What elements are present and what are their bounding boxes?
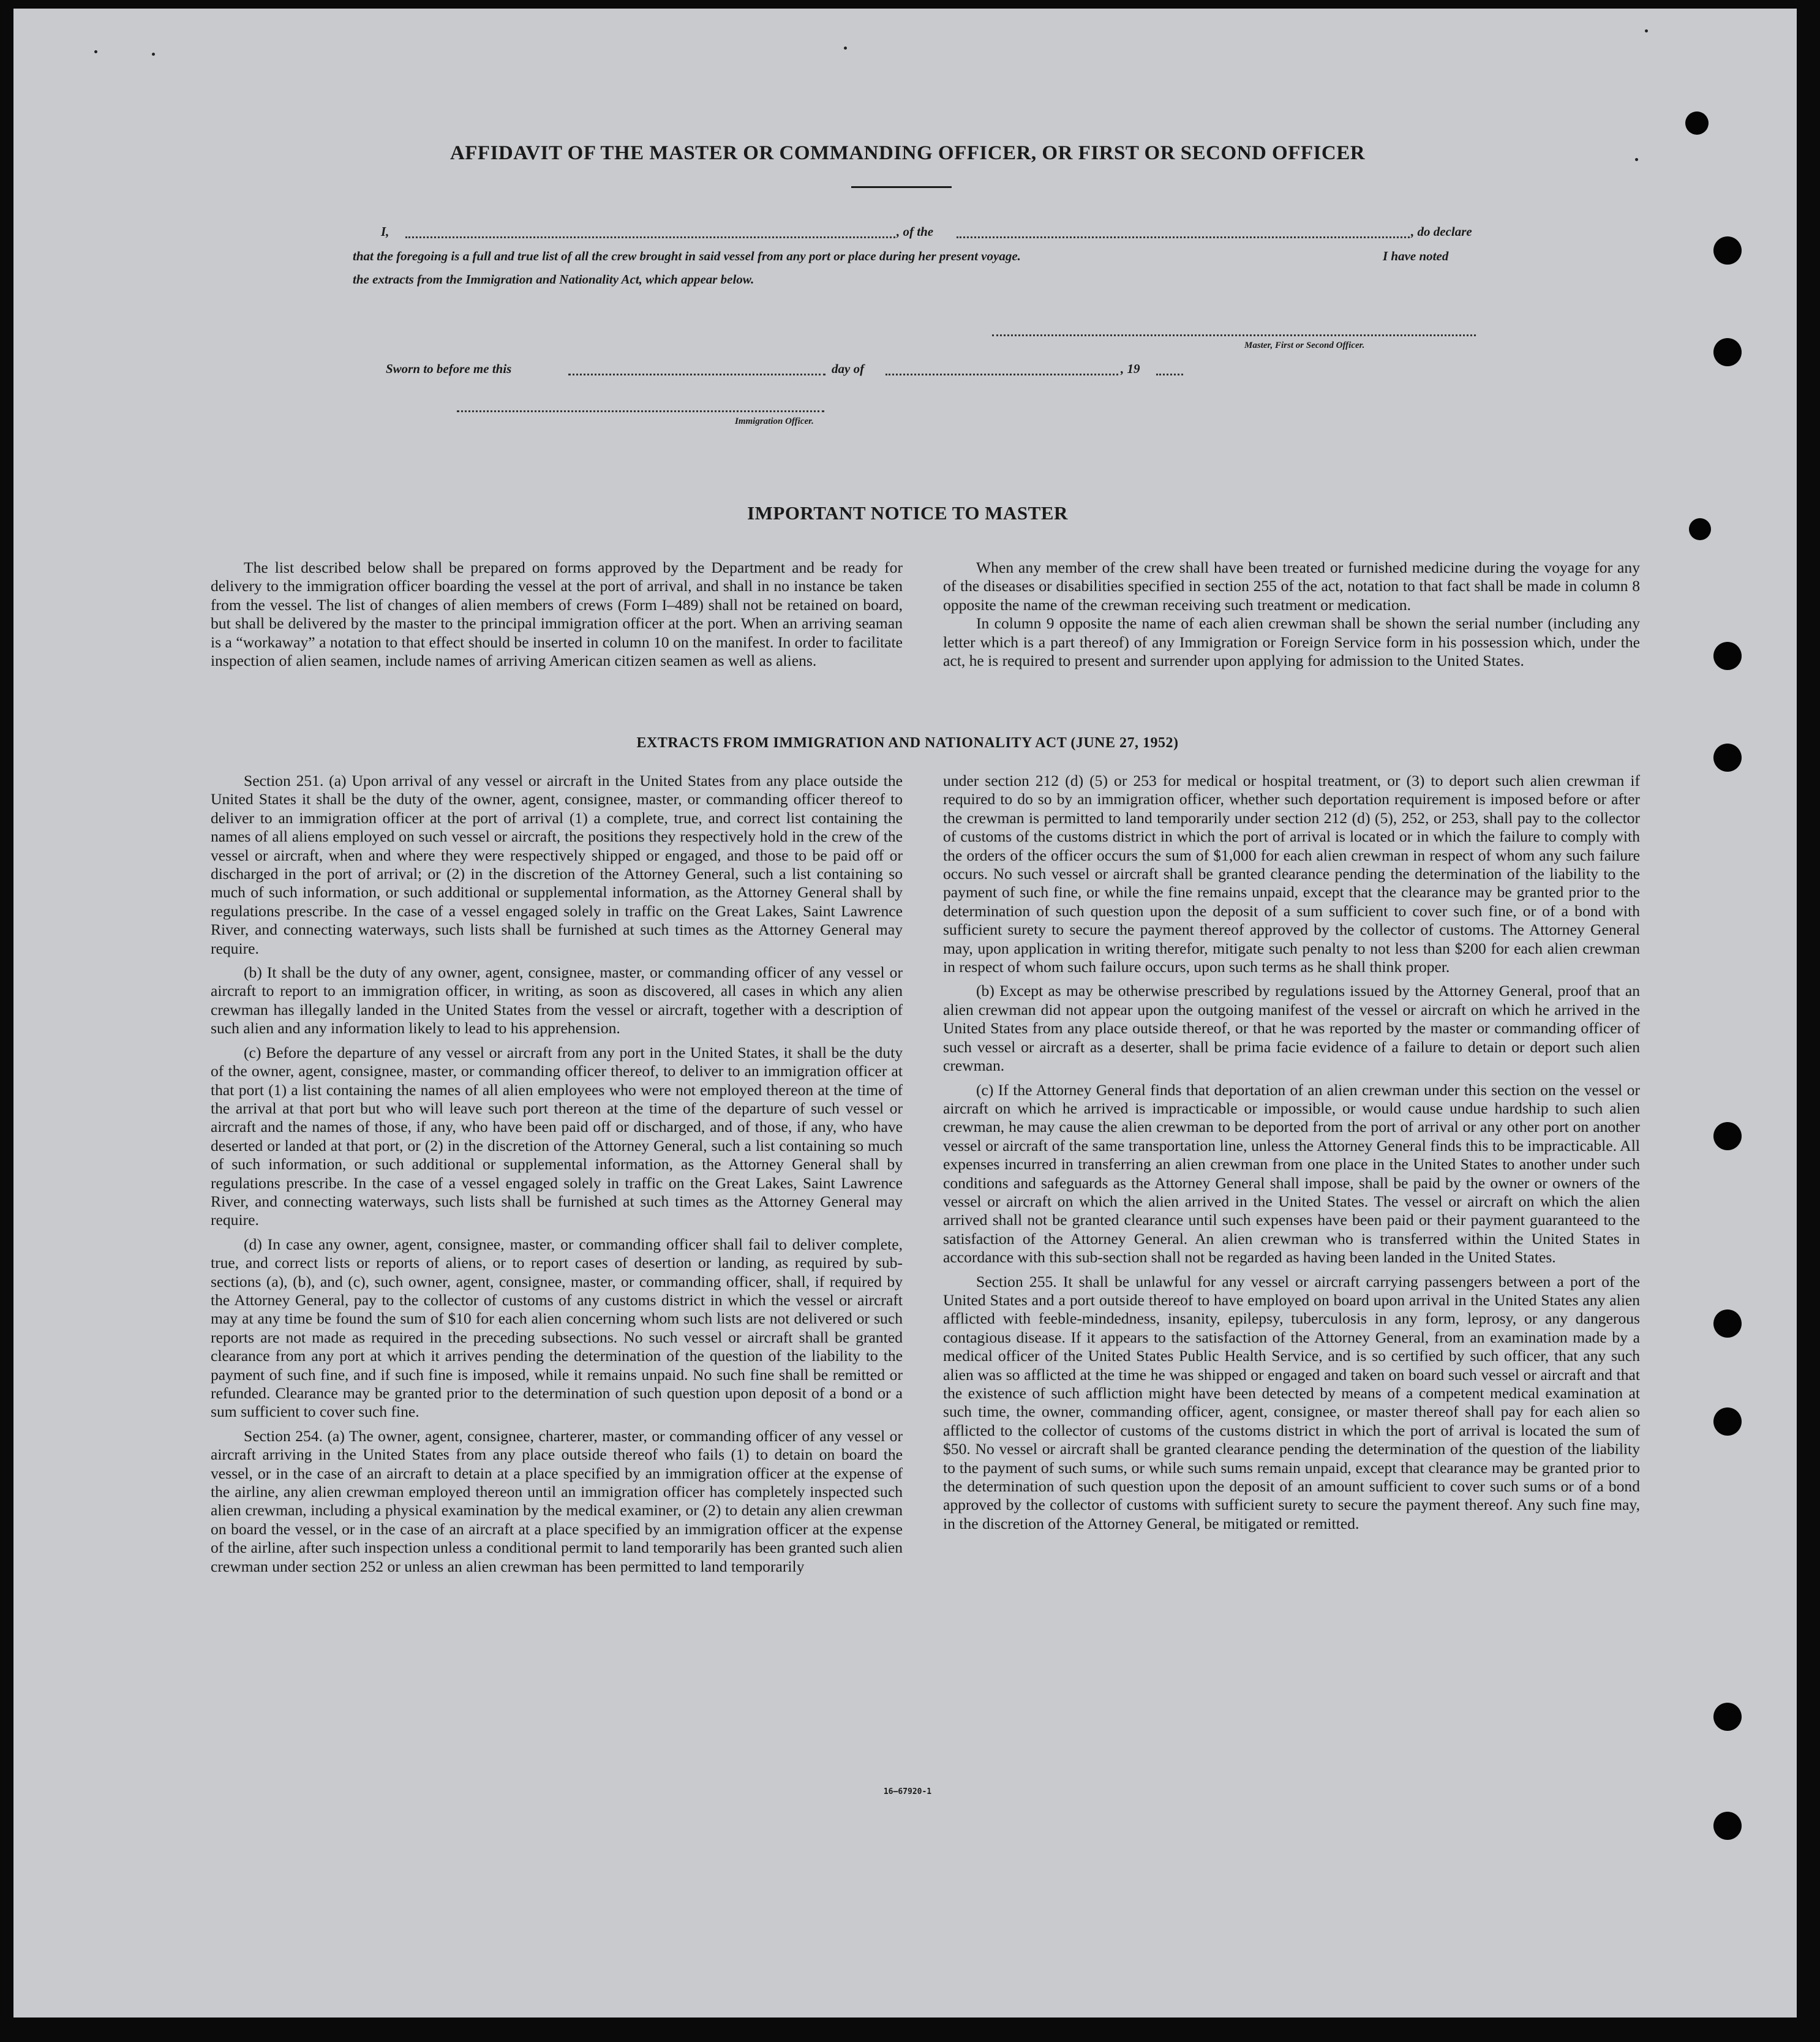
declaration-line-2b: I have noted xyxy=(1383,249,1449,263)
sworn-year-label: , 19 xyxy=(1121,361,1140,376)
binder-hole xyxy=(1713,1407,1742,1436)
speck xyxy=(152,53,155,56)
statute-left-column xyxy=(211,772,903,1581)
form-page xyxy=(13,9,1797,2018)
speck xyxy=(1635,158,1638,161)
speck xyxy=(1645,29,1648,32)
speck xyxy=(94,50,97,53)
vessel-field[interactable] xyxy=(957,236,1410,238)
affidavit-title: AFFIDAVIT OF THE MASTER OR COMMANDING OFFICER, OR FIRST OR SECOND OFFICER xyxy=(449,142,1366,164)
declaration-line-2: that the foregoing is a full and true list of all the crew brought in said vessel from any port or place during her present voyage. xyxy=(353,249,1021,263)
notice-left-column xyxy=(211,559,903,676)
binder-hole xyxy=(1689,518,1711,540)
section-254-b: (b) Except as may be otherwise prescribed by regulations issued by the Attorney General, proof that an alien crewman did not appear upon the outgoing manifest of the vessel or aircraft on which he arrived in the United States from any place outside thereof, or that he was reported by the master or commanding officer of such vessel or aircraft as a deserter, shall be prima facie evidence of a failure to detain or deport such alien crewman. xyxy=(943,982,1640,1075)
sworn-day-of: day of xyxy=(832,361,865,376)
section-254-a-continued: under section 212 (d) (5) or 253 for medical or hospital treatment, or (3) to deport such alien crewman if required to do so by an immigration officer, whether such deportation requirement is imposed before or after the crewman is permitted to land temporarily under section 212 (d) (5), 252, or 253, shall pay to the collector of customs of the customs district in which the port of arrival is located or in which the failure to comply with the orders of the officer occurs the sum of $1,000 for each alien crewman in respect of whom any such failure occurs. No such vessel or aircraft shall be granted clearance pending the determination of the liability to the payment of such fine, or while the fine remains unpaid, except that the clearance may be granted prior to the determination of such question upon the deposit of a sum sufficient to cover such fine, or of a bond with sufficient surety to secure the payment thereof approved by the collector of customs. The Attorney General may, upon application in writing therefor, mitigate such penalty to not less than $200 for each alien crewman in respect of whom such failure occurs, upon such terms as he shall think proper. xyxy=(943,772,1640,976)
officer-signature-field[interactable] xyxy=(457,410,824,412)
section-255: Section 255. It shall be unlawful for any vessel or aircraft carrying passengers between a port of the United States and a port outside thereof to have employed on board upon arrival in the United States any alien afflicted with feeble-mindedness, insanity, epilepsy, tuberculosis in any form, leprosy, or any dangerous contagious disease. If it appears to the satisfaction of the Attorney General, from an examination made by a medical officer of the United States Public Health Service, and is so certified by such officer, that any such alien was so afflicted at the time he was shipped or engaged and taken on board such vessel or aircraft and that the existence of such affliction might have been detected by means of a competent medical examination at such time, the owner, commanding officer, agent, consignee, or master thereof shall pay for each alien so afflicted to the collector of customs of the customs district in which the port of arrival is located the sum of $50. No vessel or aircraft shall be granted clearance pending the determination of the question of the liability to the payment of such sums, or while such sums remain unpaid, except that clearance may be granted prior to the determination of such question upon the deposit of an amount sufficient to cover such sums or of a bond approved by the collector of customs with sufficient surety to secure the payment thereof. Any such fine may, in the discretion of the Attorney General, be mitigated or remitted. xyxy=(943,1272,1640,1532)
binder-hole xyxy=(1713,236,1742,265)
sworn-year-field[interactable] xyxy=(1156,374,1183,375)
speck xyxy=(844,47,847,50)
binder-hole xyxy=(1685,111,1709,135)
declaration-of-the: , of the xyxy=(897,224,934,239)
notice-right-column xyxy=(943,559,1640,676)
extracts-title: EXTRACTS FROM IMMIGRATION AND NATIONALITY ACT (JUNE 27, 1952) xyxy=(636,735,1179,751)
binder-hole xyxy=(1713,1122,1742,1150)
sworn-month-field[interactable] xyxy=(886,374,1118,375)
binder-hole xyxy=(1713,338,1742,366)
section-251-a: Section 251. (a) Upon arrival of any vessel or aircraft in the United States from any place outside the United States it shall be the duty of the owner, agent, consignee, master, or commanding officer thereof to deliver to an immigration officer at the port of arrival (1) a complete, true, and correct list containing the names of all aliens employed on such vessel or aircraft, the positions they respectively hold in the crew of the vessel or aircraft, when and where they were respectively shipped or engaged, and those to be paid off or discharged in the port of arrival; or (2) in the discretion of the Attorney General, such a list containing so much of such information, or such additional or supplemental information, as the Attorney General shall by regulations prescribe. In the case of a vessel engaged solely in traffic on the Great Lakes, Saint Lawrence River, and connecting waterways, such lists shall be furnished at such times as the Attorney General may require. xyxy=(211,772,903,957)
declaration-do-declare: , do declare xyxy=(1411,224,1472,239)
binder-hole xyxy=(1713,744,1742,772)
master-signature-label: Master, First or Second Officer. xyxy=(1244,341,1365,350)
binder-hole xyxy=(1713,1309,1742,1338)
form-code: 16—67920-1 xyxy=(883,1787,932,1796)
notice-title: IMPORTANT NOTICE TO MASTER xyxy=(747,502,1068,524)
section-254-a: Section 254. (a) The owner, agent, consignee, charterer, master, or commanding officer of any vessel or aircraft arriving in the United States from any place outside thereof who fails (1) to detain on board the vessel, or in the case of an aircraft to detain at a place specified by an immigration officer at the expense of the airline, any alien crewman employed thereon until an immigration officer has completely inspected such alien crewman, including a physical examination by the medical examiner, or (2) to detain any alien crewman on board the vessel, or in the case of an aircraft at a place specified by an immigration officer at the expense of the airline, after such inspection unless a conditional permit to land temporarily has been granted such alien crewman under section 252 or unless an alien crewman has been permitted to land temporarily xyxy=(211,1426,903,1575)
section-251-b: (b) It shall be the duty of any owner, agent, consignee, master, or commanding officer of any vessel or aircraft to report to an immigration officer, in writing, as soon as discovered, all cases in which any alien crewman has illegally landed in the United States from the vessel or aircraft, together with a description of such alien and any information likely to lead to his apprehension. xyxy=(211,963,903,1038)
officer-signature-label: Immigration Officer. xyxy=(735,416,814,426)
binder-hole xyxy=(1713,1812,1742,1840)
binder-hole xyxy=(1713,1703,1742,1731)
statute-right-column xyxy=(943,772,1640,1539)
notice-right-paragraph-2: In column 9 opposite the name of each alien crewman shall be shown the serial number (including any letter which is a part thereof) of any Immigration or Foreign Service form in his possession which, under the act, he is required to present and surrender upon applying for admission to the United States. xyxy=(943,614,1640,670)
title-underline xyxy=(851,186,952,188)
declaration-i: I, xyxy=(381,224,389,239)
section-251-d: (d) In case any owner, agent, consignee, master, or commanding officer shall fail to deliver complete, true, and correct lists or reports of aliens, or to report cases of desertion or landing, as required by sub-sections (a), (b), and (c), such owner, agent, consignee, master, or commanding officer, shall, if required by the Attorney General, pay to the collector of customs of any customs district in which the vessel or aircraft may at any time be found the sum of $10 for each alien concerning whom such lists are not delivered or such reports are not made as required in the preceding subsections. No such vessel or aircraft shall be granted clearance from any port at which it arrives pending the determination of the question of the liability to the payment of such fine, and if such fine is imposed, while it remains unpaid. No such fine shall be remitted or refunded. Clearance may be granted prior to the determination of such question upon deposit of a bond or a sum sufficient to cover such fine. xyxy=(211,1235,903,1421)
section-251-c: (c) Before the departure of any vessel or aircraft from any port in the United States, it shall be the duty of the owner, agent, consignee, master, or commanding officer thereof, to deliver to an immigration officer at that port (1) a list containing the names of all alien employees who were not employed thereon at the time of the arrival at that port but who will leave such port thereon at the time of the departure of such vessel or aircraft and the names of those, if any, who have been paid off or discharged, and of those, if any, who have deserted or landed at that port, or (2) in the discretion of the Attorney General, such a list containing so much of such information, or such additional or supplemental information, as the Attorney General shall by regulations prescribe. In the case of a vessel engaged solely in traffic on the Great Lakes, Saint Lawrence River, and connecting waterways, such lists shall be furnished at such times as the Attorney General may require. xyxy=(211,1043,903,1229)
notice-right-paragraph-1: When any member of the crew shall have been treated or furnished medicine during the voyage for any of the diseases or disabilities specified in section 255 of the act, notation to that fact shall be made in column 8 opposite the name of the crewman receiving such treatment or medication. xyxy=(943,559,1640,614)
sworn-day-field[interactable] xyxy=(568,374,825,375)
binder-hole xyxy=(1713,642,1742,670)
declaration-line-3: the extracts from the Immigration and Nationality Act, which appear below. xyxy=(353,272,754,287)
section-254-c: (c) If the Attorney General finds that deportation of an alien crewman under this section on the vessel or aircraft on which he arrived is impracticable or impossible, or would cause undue hardship to such alien crewman, he may cause the alien crewman to be deported from the port of arrival or any other port on another vessel or aircraft of the same transportation line, unless the Attorney General finds this to be impracticable. All expenses incurred in transferring an alien crewman from one place in the United States to another under such conditions and safeguards as the Attorney General shall impose, shall be paid by the owner or owners of the vessel or aircraft on which the alien arrived in the United States. The vessel or aircraft on which the alien arrived shall not be granted clearance until such expenses have been paid or their payment guaranteed to the satisfaction of the Attorney General. An alien crewman who is transferred within the United States in accordance with this sub-section shall not be regarded as having been landed in the United States. xyxy=(943,1080,1640,1267)
name-field[interactable] xyxy=(405,236,895,238)
master-signature-field[interactable] xyxy=(992,334,1476,336)
notice-left-paragraph: The list described below shall be prepared on forms approved by the Department and be ready for delivery to the immigration officer boarding the vessel at the port of arrival, and shall in no instance be taken from the vessel. The list of changes of alien members of crews (Form I–489) shall not be retained on board, but shall be delivered by the master to the principal immigration officer at the port. When an arriving seaman is a “workaway” a notation to that effect should be inserted in column 10 on the manifest. In order to facilitate inspection of alien seamen, include names of arriving American citizen seamen as well as aliens. xyxy=(211,559,903,670)
sworn-label: Sworn to before me this xyxy=(386,361,512,376)
